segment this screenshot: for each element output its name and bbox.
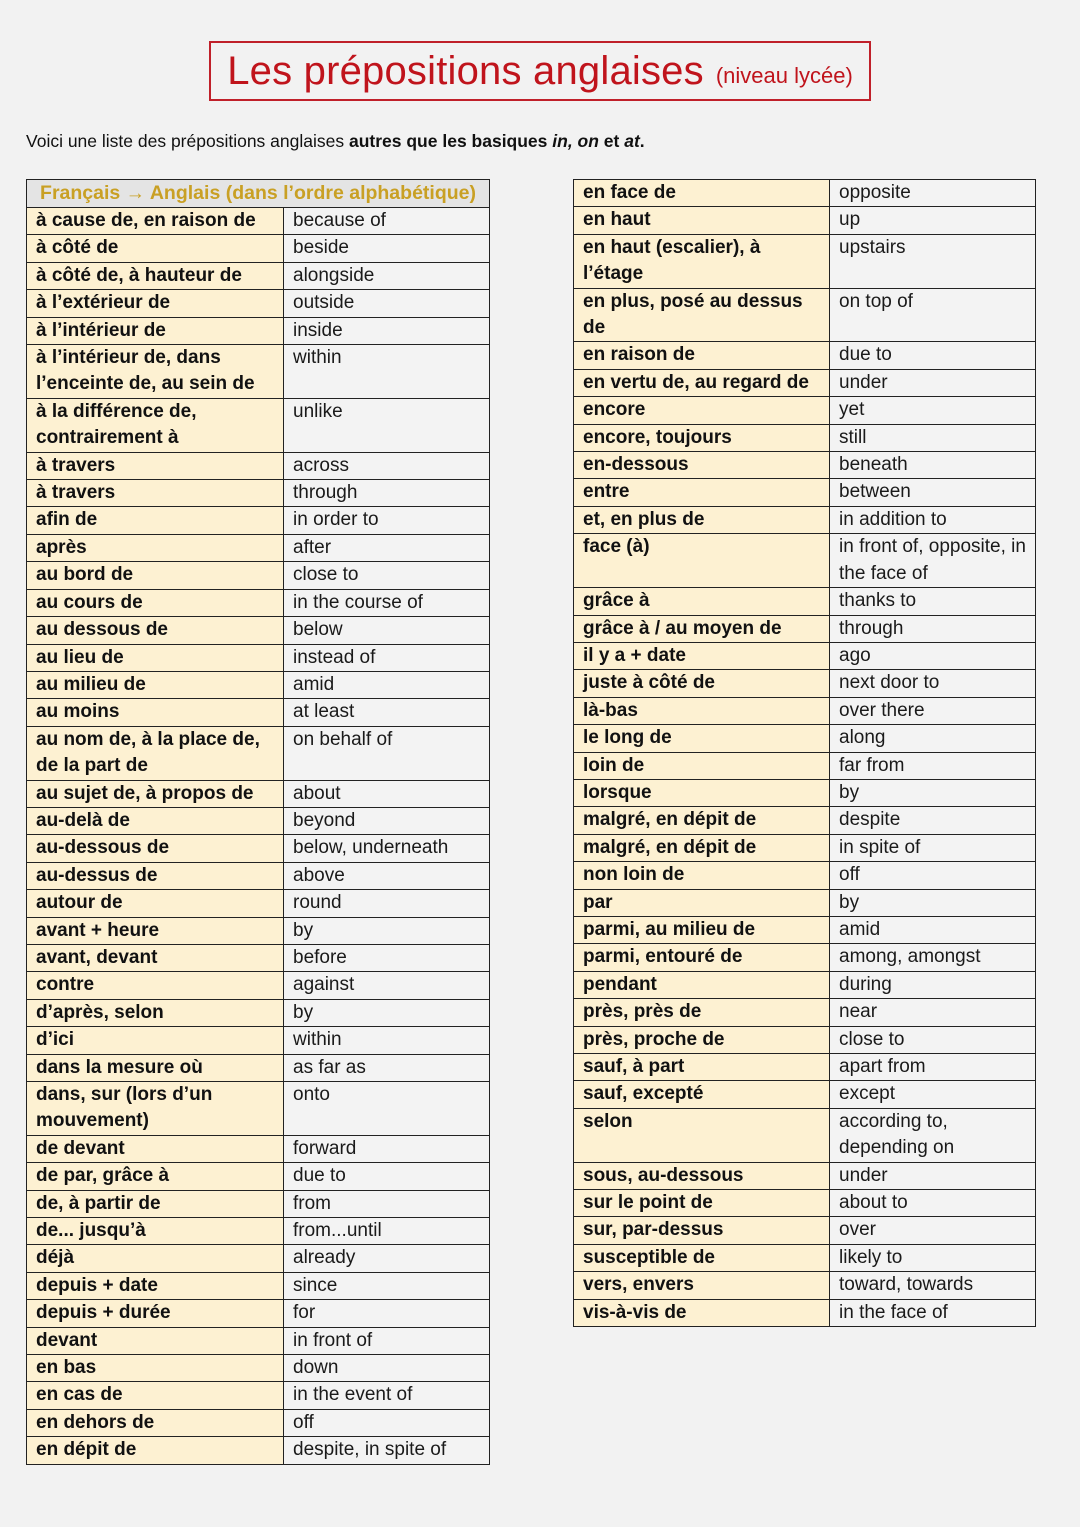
table-header-row xyxy=(27,180,490,208)
table-row xyxy=(574,180,1036,207)
french-term: au nom de, à la place de, de la part de xyxy=(27,726,284,780)
french-term: entre xyxy=(574,479,830,506)
table-row xyxy=(574,1190,1036,1217)
english-term: next door to xyxy=(830,670,1036,697)
english-term: instead of xyxy=(284,644,490,671)
table-row xyxy=(574,752,1036,779)
table-row xyxy=(574,207,1036,234)
table-row xyxy=(27,1409,490,1436)
french-term: au sujet de, à propos de xyxy=(27,780,284,807)
table-row xyxy=(27,1382,490,1409)
english-term: likely to xyxy=(830,1244,1036,1271)
french-term: malgré, en dépit de xyxy=(574,807,830,834)
english-term: near xyxy=(830,999,1036,1026)
english-term: over there xyxy=(830,697,1036,724)
table-row xyxy=(574,1217,1036,1244)
table-row xyxy=(27,1300,490,1327)
french-term: à cause de, en raison de xyxy=(27,208,284,235)
english-term: within xyxy=(284,345,490,399)
table-row xyxy=(27,317,490,344)
table-row xyxy=(27,1163,490,1190)
table-row xyxy=(27,1027,490,1054)
english-term: except xyxy=(830,1081,1036,1108)
french-term: au-dessous de xyxy=(27,835,284,862)
table-row xyxy=(27,290,490,317)
vocab-table-left xyxy=(26,179,490,1465)
table-row xyxy=(574,588,1036,615)
french-term: là-bas xyxy=(574,697,830,724)
french-term: dans la mesure où xyxy=(27,1054,284,1081)
page-title: Les prépositions anglaises xyxy=(227,48,704,93)
table-row xyxy=(27,1245,490,1272)
english-term: about to xyxy=(830,1190,1036,1217)
french-term: au bord de xyxy=(27,562,284,589)
english-term: between xyxy=(830,479,1036,506)
french-term: dans, sur (lors d’un mouvement) xyxy=(27,1082,284,1136)
intro-italic-in-on: in, on xyxy=(552,131,599,151)
table-row xyxy=(574,889,1036,916)
french-term: sur, par-dessus xyxy=(574,1217,830,1244)
french-term: sur le point de xyxy=(574,1190,830,1217)
english-term: due to xyxy=(830,342,1036,369)
english-term: within xyxy=(284,1027,490,1054)
english-term: because of xyxy=(284,208,490,235)
french-term: il y a + date xyxy=(574,642,830,669)
table-row xyxy=(574,862,1036,889)
table-row xyxy=(574,452,1036,479)
page-title-box xyxy=(209,41,871,101)
table-row xyxy=(27,1135,490,1162)
french-term: sauf, à part xyxy=(574,1054,830,1081)
table-row xyxy=(574,670,1036,697)
page-subtitle: (niveau lycée) xyxy=(715,63,853,88)
english-term: from xyxy=(284,1190,490,1217)
table-row xyxy=(27,398,490,452)
table-row xyxy=(574,234,1036,288)
vocab-table-left-body xyxy=(27,208,490,1465)
table-row xyxy=(574,534,1036,588)
table-row xyxy=(574,725,1036,752)
english-term: yet xyxy=(830,397,1036,424)
french-term: près, proche de xyxy=(574,1026,830,1053)
vocab-table-right xyxy=(573,179,1036,1327)
english-term: by xyxy=(284,999,490,1026)
table-row xyxy=(27,699,490,726)
english-term: by xyxy=(284,917,490,944)
french-term: devant xyxy=(27,1327,284,1354)
english-term: due to xyxy=(284,1163,490,1190)
table-row xyxy=(27,1054,490,1081)
table-row xyxy=(27,507,490,534)
english-term: for xyxy=(284,1300,490,1327)
english-term: through xyxy=(830,615,1036,642)
french-term: au milieu de xyxy=(27,671,284,698)
english-term: close to xyxy=(830,1026,1036,1053)
table-row xyxy=(574,642,1036,669)
table-row xyxy=(27,1355,490,1382)
french-term: vers, envers xyxy=(574,1272,830,1299)
english-term: over xyxy=(830,1217,1036,1244)
french-term: encore xyxy=(574,397,830,424)
table-row xyxy=(27,480,490,507)
table-row xyxy=(27,262,490,289)
table-row xyxy=(574,807,1036,834)
english-term: despite, in spite of xyxy=(284,1437,490,1464)
table-row xyxy=(574,1162,1036,1189)
french-term: en face de xyxy=(574,180,830,207)
english-term: on top of xyxy=(830,288,1036,342)
english-term: below xyxy=(284,617,490,644)
english-term: at least xyxy=(284,699,490,726)
english-term: off xyxy=(830,862,1036,889)
french-term: en plus, posé au dessus de xyxy=(574,288,830,342)
french-term: depuis + date xyxy=(27,1272,284,1299)
table-row xyxy=(574,971,1036,998)
table-row xyxy=(574,506,1036,533)
english-term: across xyxy=(284,452,490,479)
table-row xyxy=(27,1082,490,1136)
english-term: toward, towards xyxy=(830,1272,1036,1299)
english-term: ago xyxy=(830,642,1036,669)
table-row xyxy=(574,916,1036,943)
english-term: in the course of xyxy=(284,589,490,616)
table-row xyxy=(27,807,490,834)
french-term: parmi, entouré de xyxy=(574,944,830,971)
french-term: en raison de xyxy=(574,342,830,369)
french-term: contre xyxy=(27,972,284,999)
table-row xyxy=(27,1327,490,1354)
table-row xyxy=(574,288,1036,342)
english-term: in front of, opposite, in the face of xyxy=(830,534,1036,588)
english-term: despite xyxy=(830,807,1036,834)
french-term: en bas xyxy=(27,1355,284,1382)
french-term: en vertu de, au regard de xyxy=(574,369,830,396)
french-term: selon xyxy=(574,1108,830,1162)
table-header: Français → Anglais (dans l’ordre alphabétique) xyxy=(27,180,490,208)
french-term: à côté de xyxy=(27,235,284,262)
english-term: onto xyxy=(284,1082,490,1136)
english-term: round xyxy=(284,890,490,917)
intro-period: . xyxy=(639,131,645,151)
english-term: as far as xyxy=(284,1054,490,1081)
table-row xyxy=(27,1272,490,1299)
french-term: vis-à-vis de xyxy=(574,1299,830,1326)
english-term: close to xyxy=(284,562,490,589)
english-term: beyond xyxy=(284,807,490,834)
french-term: de devant xyxy=(27,1135,284,1162)
english-term: inside xyxy=(284,317,490,344)
table-row xyxy=(574,1026,1036,1053)
french-term: de, à partir de xyxy=(27,1190,284,1217)
english-term: forward xyxy=(284,1135,490,1162)
english-term: on behalf of xyxy=(284,726,490,780)
english-term: against xyxy=(284,972,490,999)
english-term: according to, depending on xyxy=(830,1108,1036,1162)
intro-bold: autres que les basiques xyxy=(348,131,553,151)
french-term: juste à côté de xyxy=(574,670,830,697)
table-row xyxy=(27,999,490,1026)
table-row xyxy=(574,697,1036,724)
table-row xyxy=(574,1081,1036,1108)
french-term: au cours de xyxy=(27,589,284,616)
french-term: avant + heure xyxy=(27,917,284,944)
french-term: au-dessus de xyxy=(27,862,284,889)
french-term: sous, au-dessous xyxy=(574,1162,830,1189)
english-term: down xyxy=(284,1355,490,1382)
french-term: encore, toujours xyxy=(574,424,830,451)
english-term: still xyxy=(830,424,1036,451)
english-term: by xyxy=(830,889,1036,916)
english-term: under xyxy=(830,369,1036,396)
table-row xyxy=(27,972,490,999)
french-term: en haut (escalier), à l’étage xyxy=(574,234,830,288)
table-row xyxy=(574,1299,1036,1326)
english-term: amid xyxy=(284,671,490,698)
french-term: à l’intérieur de xyxy=(27,317,284,344)
table-row xyxy=(574,1272,1036,1299)
table-row xyxy=(574,369,1036,396)
english-term: alongside xyxy=(284,262,490,289)
table-row xyxy=(27,452,490,479)
table-row xyxy=(27,1190,490,1217)
french-term: à l’intérieur de, dans l’enceinte de, au sein de xyxy=(27,345,284,399)
english-term: below, underneath xyxy=(284,835,490,862)
french-term: autour de xyxy=(27,890,284,917)
english-term: beside xyxy=(284,235,490,262)
french-term: non loin de xyxy=(574,862,830,889)
table-row xyxy=(27,917,490,944)
table-row xyxy=(27,835,490,862)
english-term: beneath xyxy=(830,452,1036,479)
french-term: grâce à / au moyen de xyxy=(574,615,830,642)
table-row xyxy=(27,345,490,399)
french-term: à travers xyxy=(27,452,284,479)
english-term: from...until xyxy=(284,1218,490,1245)
table-row xyxy=(574,342,1036,369)
table-row xyxy=(574,615,1036,642)
french-term: en dépit de xyxy=(27,1437,284,1464)
french-term: en dehors de xyxy=(27,1409,284,1436)
english-term: among, amongst xyxy=(830,944,1036,971)
table-row xyxy=(27,644,490,671)
table-row xyxy=(27,1218,490,1245)
english-term: in the face of xyxy=(830,1299,1036,1326)
table-row xyxy=(27,1437,490,1464)
french-term: par xyxy=(574,889,830,916)
english-term: amid xyxy=(830,916,1036,943)
french-term: malgré, en dépit de xyxy=(574,834,830,861)
french-term: au-delà de xyxy=(27,807,284,834)
french-term: d’après, selon xyxy=(27,999,284,1026)
english-term: after xyxy=(284,534,490,561)
vocab-table-right-body xyxy=(574,180,1036,1327)
english-term: under xyxy=(830,1162,1036,1189)
french-term: en cas de xyxy=(27,1382,284,1409)
french-term: à travers xyxy=(27,480,284,507)
english-term: in spite of xyxy=(830,834,1036,861)
english-term: since xyxy=(284,1272,490,1299)
french-term: pendant xyxy=(574,971,830,998)
french-term: à la différence de, contrairement à xyxy=(27,398,284,452)
table-row xyxy=(27,589,490,616)
table-row xyxy=(574,1108,1036,1162)
english-term: unlike xyxy=(284,398,490,452)
french-term: face (à) xyxy=(574,534,830,588)
english-term: already xyxy=(284,1245,490,1272)
french-term: au lieu de xyxy=(27,644,284,671)
intro-bold-et: et xyxy=(598,131,625,151)
english-term: upstairs xyxy=(830,234,1036,288)
table-row xyxy=(27,726,490,780)
table-row xyxy=(574,834,1036,861)
french-term: à côté de, à hauteur de xyxy=(27,262,284,289)
english-term: about xyxy=(284,780,490,807)
french-term: grâce à xyxy=(574,588,830,615)
english-term: by xyxy=(830,779,1036,806)
table-row xyxy=(574,424,1036,451)
table-row xyxy=(27,208,490,235)
french-term: au moins xyxy=(27,699,284,726)
english-term: above xyxy=(284,862,490,889)
english-term: apart from xyxy=(830,1054,1036,1081)
english-term: in the event of xyxy=(284,1382,490,1409)
english-term: during xyxy=(830,971,1036,998)
table-row xyxy=(574,479,1036,506)
french-term: lorsque xyxy=(574,779,830,806)
french-term: et, en plus de xyxy=(574,506,830,533)
table-row xyxy=(27,944,490,971)
english-term: along xyxy=(830,725,1036,752)
table-row xyxy=(27,862,490,889)
english-term: in addition to xyxy=(830,506,1036,533)
intro-paragraph xyxy=(26,131,645,152)
table-row xyxy=(574,779,1036,806)
french-term: près, près de xyxy=(574,999,830,1026)
french-term: le long de xyxy=(574,725,830,752)
table-row xyxy=(574,397,1036,424)
english-term: up xyxy=(830,207,1036,234)
table-row xyxy=(27,780,490,807)
table-row xyxy=(27,890,490,917)
french-term: parmi, au milieu de xyxy=(574,916,830,943)
english-term: in order to xyxy=(284,507,490,534)
table-row xyxy=(27,671,490,698)
table-row xyxy=(574,1054,1036,1081)
french-term: déjà xyxy=(27,1245,284,1272)
table-row xyxy=(574,944,1036,971)
french-term: de... jusqu’à xyxy=(27,1218,284,1245)
english-term: in front of xyxy=(284,1327,490,1354)
french-term: d’ici xyxy=(27,1027,284,1054)
french-term: sauf, excepté xyxy=(574,1081,830,1108)
french-term: en haut xyxy=(574,207,830,234)
table-row xyxy=(27,617,490,644)
table-row xyxy=(574,1244,1036,1271)
table-row xyxy=(574,999,1036,1026)
table-row xyxy=(27,235,490,262)
intro-italic-at: at xyxy=(624,131,640,151)
french-term: à l’extérieur de xyxy=(27,290,284,317)
english-term: before xyxy=(284,944,490,971)
french-term: après xyxy=(27,534,284,561)
french-term: avant, devant xyxy=(27,944,284,971)
french-term: susceptible de xyxy=(574,1244,830,1271)
french-term: depuis + durée xyxy=(27,1300,284,1327)
english-term: far from xyxy=(830,752,1036,779)
english-term: through xyxy=(284,480,490,507)
english-term: thanks to xyxy=(830,588,1036,615)
table-row xyxy=(27,562,490,589)
english-term: outside xyxy=(284,290,490,317)
french-term: de par, grâce à xyxy=(27,1163,284,1190)
english-term: opposite xyxy=(830,180,1036,207)
french-term: loin de xyxy=(574,752,830,779)
french-term: au dessous de xyxy=(27,617,284,644)
french-term: afin de xyxy=(27,507,284,534)
english-term: off xyxy=(284,1409,490,1436)
table-row xyxy=(27,534,490,561)
intro-text: Voici une liste des prépositions anglaises xyxy=(26,131,349,151)
french-term: en-dessous xyxy=(574,452,830,479)
